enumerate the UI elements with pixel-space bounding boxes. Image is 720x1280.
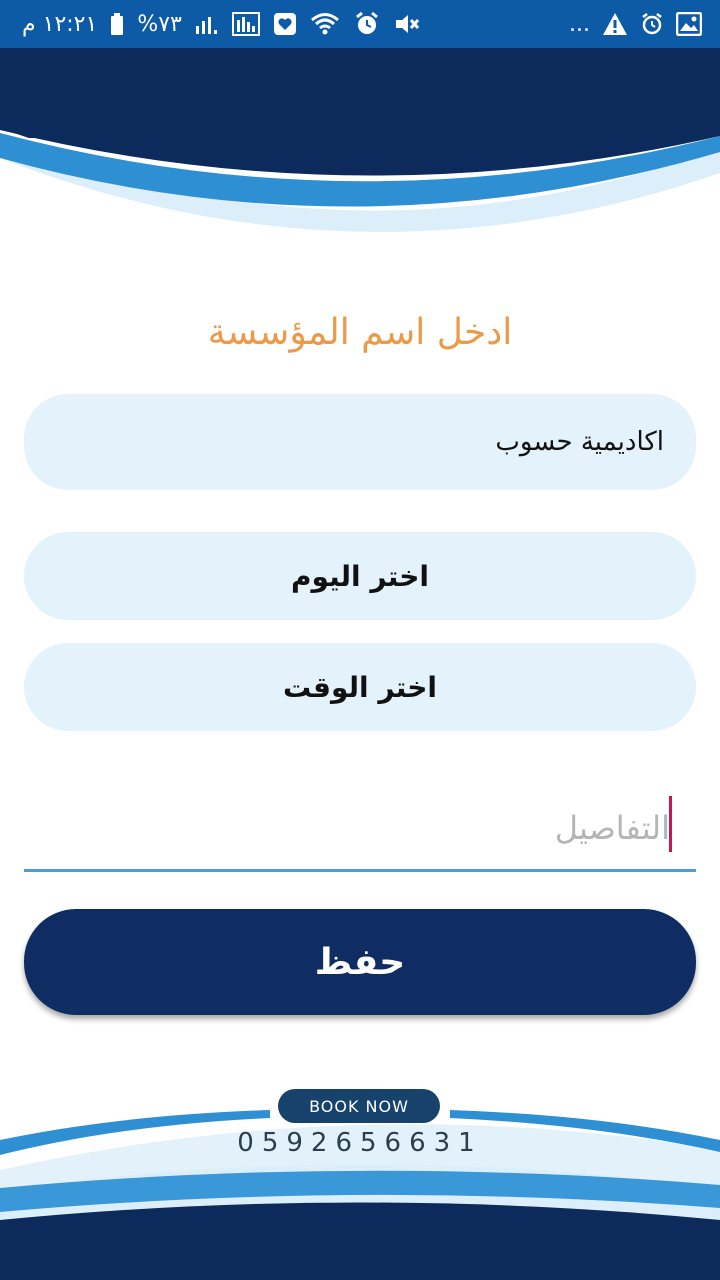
signal-icon: [196, 14, 218, 34]
data-chart-icon: [232, 12, 260, 36]
mute-icon: [394, 12, 420, 36]
status-left: [22, 11, 420, 37]
header-wave: [0, 48, 720, 258]
organization-name-field[interactable]: [24, 394, 696, 490]
image-icon: [676, 12, 702, 36]
save-button[interactable]: [24, 909, 696, 1015]
alarm-icon: [354, 11, 380, 37]
pick-time-button[interactable]: [24, 643, 696, 731]
status-right: [569, 12, 702, 37]
more-dots-icon: ...: [569, 11, 590, 37]
book-now-badge[interactable]: [278, 1089, 440, 1123]
phone-number: 0592656631: [237, 1128, 483, 1158]
heart-notification-icon: [274, 13, 296, 35]
warning-icon: [602, 12, 628, 36]
status-time: ١٢:٢١ م: [22, 11, 98, 37]
pick-time-label: اختر الوقت: [283, 670, 438, 704]
wifi-icon: [310, 12, 340, 36]
status-bar: [0, 0, 720, 48]
text-caret: [669, 796, 672, 852]
pick-day-button[interactable]: [24, 532, 696, 620]
details-field: [24, 786, 696, 872]
pick-day-label: اختر اليوم: [291, 559, 429, 593]
alarm-clock-icon: [640, 12, 664, 36]
battery-percent: %٧٣: [137, 11, 182, 37]
organization-name-value: اكاديمية حسوب: [495, 427, 664, 457]
details-input[interactable]: [24, 786, 696, 869]
battery-icon: [111, 13, 123, 35]
save-label: حفظ: [314, 941, 406, 983]
book-now-label: BOOK NOW: [309, 1096, 409, 1116]
form-title: ادخل اسم المؤسسة: [207, 312, 513, 353]
